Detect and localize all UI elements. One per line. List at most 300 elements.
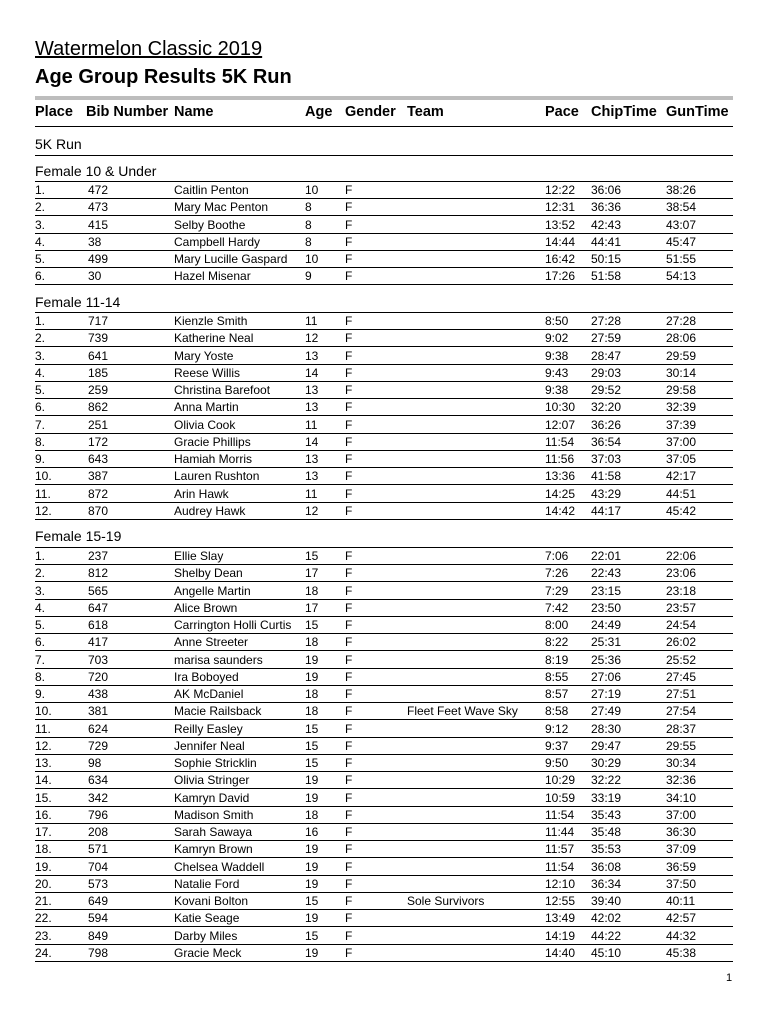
age-cell: 15	[305, 756, 319, 770]
column-header-guntime: GunTime	[666, 104, 729, 120]
guntime-cell: 40:11	[666, 894, 696, 908]
chiptime-cell: 41:58	[591, 469, 622, 484]
pace-cell: 12:31	[545, 200, 576, 215]
place-cell: 12.	[35, 503, 52, 518]
guntime-cell: 29:59	[666, 348, 697, 363]
age-cell: 19	[305, 945, 319, 960]
age-cell: 19	[305, 876, 319, 891]
document-title: Watermelon Classic 2019	[35, 38, 263, 60]
bib-number-cell: 729	[88, 738, 109, 753]
age-cell: 19	[305, 859, 319, 874]
gender-cell: F	[345, 600, 353, 615]
table-row	[0, 703, 768, 720]
name-cell: Reilly Easley	[174, 721, 243, 736]
pace-cell: 16:42	[545, 252, 576, 266]
age-cell: 15	[305, 721, 319, 736]
chiptime-cell: 22:43	[591, 566, 622, 581]
place-cell: 22.	[35, 911, 52, 926]
gender-cell: F	[345, 704, 353, 719]
age-cell: 19	[305, 652, 319, 667]
pace-cell: 8:55	[545, 669, 569, 684]
title-divider	[35, 96, 733, 100]
pace-cell: 9:02	[545, 331, 569, 346]
bib-number-cell: 38	[88, 234, 102, 249]
bib-number-cell: 172	[88, 434, 109, 449]
guntime-cell: 45:38	[666, 945, 697, 960]
guntime-cell: 37:00	[666, 434, 697, 449]
group-title: Female 15-19	[35, 528, 122, 544]
bib-number-cell: 624	[88, 721, 109, 736]
name-cell: Chelsea Waddell	[174, 859, 265, 874]
place-cell: 7.	[35, 417, 46, 432]
name-cell: Reese Willis	[174, 365, 241, 380]
name-cell: Hazel Misenar	[174, 269, 251, 284]
gender-cell: F	[345, 876, 353, 891]
age-cell: 13	[305, 469, 319, 484]
place-cell: 2.	[35, 200, 46, 215]
row-divider	[35, 284, 733, 285]
guntime-cell: 28:37	[666, 721, 697, 736]
gender-cell: F	[345, 183, 353, 197]
pace-cell: 12:22	[545, 183, 576, 197]
bib-number-cell: 618	[88, 618, 109, 632]
place-cell: 23.	[35, 928, 52, 943]
place-cell: 24.	[35, 945, 52, 960]
pace-cell: 9:38	[545, 348, 569, 363]
name-cell: Arin Hawk	[174, 486, 229, 501]
chiptime-cell: 29:03	[591, 365, 622, 380]
guntime-cell: 30:34	[666, 756, 697, 770]
pace-cell: 8:58	[545, 704, 569, 719]
place-cell: 19.	[35, 859, 52, 874]
bib-number-cell: 704	[88, 859, 109, 874]
age-cell: 13	[305, 348, 319, 363]
name-cell: Audrey Hawk	[174, 503, 246, 518]
chiptime-cell: 44:22	[591, 928, 622, 943]
name-cell: Kovani Bolton	[174, 894, 249, 908]
event-title: 5K Run	[35, 136, 82, 152]
chiptime-cell: 32:20	[591, 400, 622, 415]
bib-number-cell: 573	[88, 876, 109, 891]
pace-cell: 14:25	[545, 486, 576, 501]
place-cell: 5.	[35, 618, 46, 632]
bib-number-cell: 208	[88, 825, 109, 839]
chiptime-cell: 23:15	[591, 583, 622, 598]
place-cell: 3.	[35, 348, 46, 363]
pace-cell: 12:10	[545, 876, 576, 891]
name-cell: Anne Streeter	[174, 635, 249, 650]
bib-number-cell: 872	[88, 486, 109, 501]
name-cell: Sophie Stricklin	[174, 756, 257, 770]
gender-cell: F	[345, 738, 353, 753]
bib-number-cell: 717	[88, 314, 109, 328]
chiptime-cell: 36:08	[591, 859, 622, 874]
name-cell: Lauren Rushton	[174, 469, 260, 484]
guntime-cell: 44:32	[666, 928, 697, 943]
chiptime-cell: 33:19	[591, 790, 622, 805]
gender-cell: F	[345, 331, 353, 346]
table-row	[0, 807, 768, 824]
table-row	[0, 841, 768, 858]
table-row	[0, 600, 768, 617]
guntime-cell: 51:55	[666, 252, 697, 266]
chiptime-cell: 51:58	[591, 269, 622, 284]
gender-cell: F	[345, 583, 353, 598]
name-cell: Darby Miles	[174, 928, 238, 943]
column-header-name: Name	[174, 104, 214, 120]
gender-cell: F	[345, 348, 353, 363]
bib-number-cell: 185	[88, 365, 109, 380]
gender-cell: F	[345, 486, 353, 501]
chiptime-cell: 43:29	[591, 486, 622, 501]
name-cell: Katie Seage	[174, 911, 240, 926]
chiptime-cell: 35:43	[591, 807, 622, 822]
place-cell: 12.	[35, 738, 52, 753]
table-row	[0, 772, 768, 789]
pace-cell: 7:06	[545, 549, 569, 563]
age-cell: 11	[305, 486, 318, 501]
pace-cell: 13:49	[545, 911, 576, 926]
age-cell: 10	[305, 252, 319, 266]
bib-number-cell: 415	[88, 217, 109, 232]
name-cell: Shelby Dean	[174, 566, 243, 581]
age-cell: 18	[305, 704, 319, 719]
pace-cell: 17:26	[545, 269, 576, 284]
bib-number-cell: 251	[88, 417, 109, 432]
bib-number-cell: 571	[88, 842, 109, 857]
age-cell: 15	[305, 618, 319, 632]
guntime-cell: 44:51	[666, 486, 697, 501]
table-row	[0, 721, 768, 738]
guntime-cell: 25:52	[666, 652, 697, 667]
table-row	[0, 755, 768, 772]
gender-cell: F	[345, 469, 353, 484]
place-cell: 4.	[35, 234, 46, 249]
chiptime-cell: 36:34	[591, 876, 622, 891]
bib-number-cell: 849	[88, 928, 109, 943]
name-cell: Hamiah Morris	[174, 452, 253, 466]
place-cell: 5.	[35, 383, 46, 397]
table-row	[0, 686, 768, 703]
table-row	[0, 330, 768, 347]
pace-cell: 12:07	[545, 417, 576, 432]
chiptime-cell: 42:02	[591, 911, 622, 926]
guntime-cell: 32:36	[666, 773, 697, 788]
guntime-cell: 23:06	[666, 566, 697, 581]
place-cell: 1.	[35, 183, 46, 197]
chiptime-cell: 25:31	[591, 635, 622, 650]
place-cell: 3.	[35, 217, 46, 232]
guntime-cell: 27:28	[666, 314, 697, 328]
age-cell: 19	[305, 842, 319, 857]
gender-cell: F	[345, 825, 353, 839]
column-header-place: Place	[35, 104, 73, 120]
guntime-cell: 22:06	[666, 549, 697, 563]
guntime-cell: 37:05	[666, 452, 697, 466]
name-cell: marisa saunders	[174, 652, 263, 667]
event-divider	[35, 155, 733, 156]
chiptime-cell: 24:49	[591, 618, 622, 632]
row-divider	[35, 961, 733, 962]
age-cell: 18	[305, 635, 319, 650]
gender-cell: F	[345, 234, 353, 249]
pace-cell: 9:37	[545, 738, 569, 753]
name-cell: Olivia Cook	[174, 417, 236, 432]
guntime-cell: 38:54	[666, 200, 697, 215]
pace-cell: 8:22	[545, 635, 569, 650]
place-cell: 7.	[35, 652, 46, 667]
gender-cell: F	[345, 566, 353, 581]
name-cell: Gracie Meck	[174, 945, 242, 960]
table-row	[0, 790, 768, 807]
gender-cell: F	[345, 417, 353, 432]
table-row	[0, 876, 768, 893]
age-cell: 12	[305, 503, 319, 518]
gender-cell: F	[345, 365, 353, 380]
age-cell: 17	[305, 566, 319, 581]
team-cell: Sole Survivors	[407, 894, 485, 908]
chiptime-cell: 32:22	[591, 773, 622, 788]
pace-cell: 9:12	[545, 721, 569, 736]
name-cell: Mary Mac Penton	[174, 200, 269, 215]
place-cell: 9.	[35, 452, 46, 466]
place-cell: 6.	[35, 400, 46, 415]
table-row	[0, 503, 768, 520]
group-title: Female 10 & Under	[35, 163, 157, 179]
age-cell: 18	[305, 687, 319, 701]
place-cell: 8.	[35, 434, 46, 449]
guntime-cell: 30:14	[666, 365, 697, 380]
table-row	[0, 652, 768, 669]
table-row	[0, 451, 768, 468]
guntime-cell: 23:18	[666, 583, 697, 598]
table-row	[0, 669, 768, 686]
table-row	[0, 348, 768, 365]
name-cell: Macie Railsback	[174, 704, 262, 719]
place-cell: 10.	[35, 704, 52, 719]
table-row	[0, 945, 768, 962]
name-cell: Ira Boboyed	[174, 669, 239, 684]
bib-number-cell: 438	[88, 687, 109, 701]
pace-cell: 8:50	[545, 314, 569, 328]
chiptime-cell: 36:06	[591, 183, 622, 197]
column-header-team: Team	[407, 104, 444, 120]
chiptime-cell: 35:53	[591, 842, 622, 857]
bib-number-cell: 796	[88, 807, 109, 822]
column-header-gender: Gender	[345, 104, 396, 120]
age-cell: 15	[305, 928, 319, 943]
guntime-cell: 37:09	[666, 842, 697, 857]
age-cell: 12	[305, 331, 319, 346]
table-row	[0, 182, 768, 199]
bib-number-cell: 703	[88, 652, 109, 667]
bib-number-cell: 472	[88, 183, 109, 197]
place-cell: 5.	[35, 252, 46, 266]
gender-cell: F	[345, 807, 353, 822]
name-cell: Kamryn Brown	[174, 842, 253, 857]
chiptime-cell: 28:47	[591, 348, 622, 363]
pace-cell: 10:30	[545, 400, 576, 415]
place-cell: 9.	[35, 687, 46, 701]
name-cell: Katherine Neal	[174, 331, 254, 346]
place-cell: 2.	[35, 566, 46, 581]
pace-cell: 8:57	[545, 687, 569, 701]
bib-number-cell: 259	[88, 383, 109, 397]
gender-cell: F	[345, 618, 353, 632]
bib-number-cell: 387	[88, 469, 109, 484]
name-cell: Sarah Sawaya	[174, 825, 253, 839]
name-cell: Mary Yoste	[174, 348, 234, 363]
guntime-cell: 23:57	[666, 600, 697, 615]
gender-cell: F	[345, 269, 353, 284]
chiptime-cell: 45:10	[591, 945, 622, 960]
place-cell: 17.	[35, 825, 52, 839]
guntime-cell: 36:30	[666, 825, 697, 839]
chiptime-cell: 44:41	[591, 234, 622, 249]
table-row	[0, 268, 768, 285]
name-cell: AK McDaniel	[174, 687, 244, 701]
age-cell: 19	[305, 773, 319, 788]
gender-cell: F	[345, 503, 353, 518]
gender-cell: F	[345, 773, 353, 788]
table-row	[0, 548, 768, 565]
guntime-cell: 38:26	[666, 183, 697, 197]
place-cell: 13.	[35, 756, 52, 770]
row-divider	[35, 519, 733, 520]
age-cell: 18	[305, 807, 319, 822]
age-cell: 8	[305, 217, 312, 232]
place-cell: 3.	[35, 583, 46, 598]
guntime-cell: 37:00	[666, 807, 697, 822]
name-cell: Olivia Stringer	[174, 773, 250, 788]
pace-cell: 11:56	[545, 452, 575, 466]
gender-cell: F	[345, 217, 353, 232]
gender-cell: F	[345, 842, 353, 857]
place-cell: 21.	[35, 894, 52, 908]
chiptime-cell: 39:40	[591, 894, 622, 908]
guntime-cell: 29:58	[666, 383, 697, 397]
pace-cell: 7:26	[545, 566, 569, 581]
age-cell: 18	[305, 583, 319, 598]
chiptime-cell: 29:52	[591, 383, 622, 397]
table-row	[0, 217, 768, 234]
gender-cell: F	[345, 928, 353, 943]
guntime-cell: 27:54	[666, 704, 697, 719]
column-header-pace: Pace	[545, 104, 579, 120]
pace-cell: 9:43	[545, 365, 569, 380]
name-cell: Kienzle Smith	[174, 314, 248, 328]
gender-cell: F	[345, 945, 353, 960]
name-cell: Ellie Slay	[174, 549, 224, 563]
column-header-bib: Bib Number	[86, 104, 169, 120]
pace-cell: 10:59	[545, 790, 576, 805]
name-cell: Selby Boothe	[174, 217, 246, 232]
gender-cell: F	[345, 314, 353, 328]
gender-cell: F	[345, 200, 353, 215]
guntime-cell: 27:51	[666, 687, 697, 701]
bib-number-cell: 565	[88, 583, 109, 598]
bib-number-cell: 641	[88, 348, 109, 363]
name-cell: Alice Brown	[174, 600, 238, 615]
table-row	[0, 634, 768, 651]
chiptime-cell: 50:15	[591, 252, 622, 266]
guntime-cell: 42:17	[666, 469, 697, 484]
chiptime-cell: 22:01	[591, 549, 622, 563]
place-cell: 20.	[35, 876, 52, 891]
place-cell: 1.	[35, 549, 46, 563]
chiptime-cell: 27:19	[591, 687, 622, 701]
table-row	[0, 617, 768, 634]
age-cell: 8	[305, 234, 312, 249]
pace-cell: 11:54	[545, 434, 575, 449]
place-cell: 11.	[35, 486, 51, 501]
pace-cell: 11:44	[545, 825, 575, 839]
pace-cell: 8:19	[545, 652, 569, 667]
age-cell: 19	[305, 911, 319, 926]
table-row	[0, 365, 768, 382]
gender-cell: F	[345, 669, 353, 684]
age-cell: 13	[305, 452, 319, 466]
name-cell: Campbell Hardy	[174, 234, 261, 249]
chiptime-cell: 27:28	[591, 314, 622, 328]
pace-cell: 10:29	[545, 773, 576, 788]
chiptime-cell: 27:49	[591, 704, 622, 719]
place-cell: 18.	[35, 842, 52, 857]
pace-cell: 7:42	[545, 600, 569, 615]
bib-number-cell: 862	[88, 400, 109, 415]
group-title: Female 11-14	[35, 294, 121, 310]
name-cell: Angelle Martin	[174, 583, 251, 598]
name-cell: Natalie Ford	[174, 876, 240, 891]
chiptime-cell: 23:50	[591, 600, 622, 615]
place-cell: 11.	[35, 721, 51, 736]
gender-cell: F	[345, 790, 353, 805]
place-cell: 6.	[35, 269, 46, 284]
guntime-cell: 27:45	[666, 669, 697, 684]
bib-number-cell: 499	[88, 252, 109, 266]
document-subtitle: Age Group Results 5K Run	[35, 66, 292, 88]
column-header-chiptime: ChipTime	[591, 104, 657, 120]
place-cell: 6.	[35, 635, 46, 650]
age-cell: 15	[305, 894, 319, 908]
guntime-cell: 43:07	[666, 217, 697, 232]
name-cell: Christina Barefoot	[174, 383, 271, 397]
place-cell: 8.	[35, 669, 46, 684]
place-cell: 14.	[35, 773, 52, 788]
team-cell: Fleet Feet Wave Sky	[407, 704, 518, 719]
bib-number-cell: 634	[88, 773, 109, 788]
age-cell: 10	[305, 183, 319, 197]
pace-cell: 12:55	[545, 894, 576, 908]
gender-cell: F	[345, 721, 353, 736]
place-cell: 2.	[35, 331, 46, 346]
place-cell: 4.	[35, 600, 46, 615]
age-cell: 17	[305, 600, 319, 615]
header-divider	[35, 126, 733, 127]
place-cell: 10.	[35, 469, 52, 484]
column-header-row	[0, 104, 768, 122]
table-row	[0, 928, 768, 945]
table-row	[0, 417, 768, 434]
age-cell: 14	[305, 365, 319, 380]
gender-cell: F	[345, 635, 353, 650]
name-cell: Carrington Holli Curtis	[174, 618, 292, 632]
age-cell: 16	[305, 825, 319, 839]
table-row	[0, 199, 768, 216]
name-cell: Gracie Phillips	[174, 434, 251, 449]
place-cell: 1.	[35, 314, 46, 328]
pace-cell: 11:54	[545, 807, 575, 822]
